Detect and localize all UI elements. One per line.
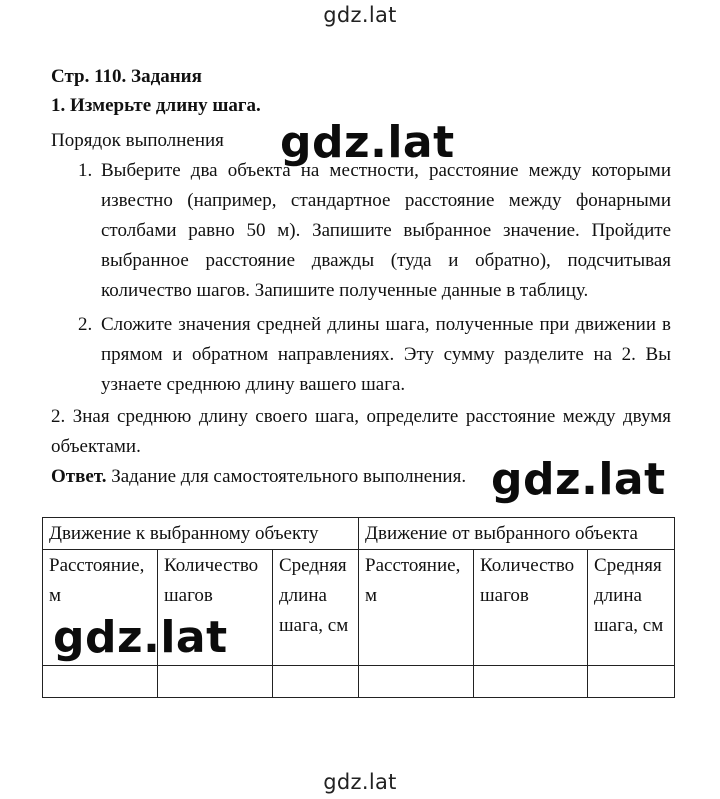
list-item [51,310,671,400]
page-heading: Стр. 110. Задания [51,66,202,87]
watermark-overlay: gdz.lat [491,454,666,505]
table-row [43,518,675,550]
watermark-top: gdz.lat [323,3,397,27]
table-cell[interactable] [588,666,675,698]
step-text: Сложите значения средней длины шага, полученные при движении в прямом и обратном направлениях. Эту сумму разделите на 2. Вы узнаете среднюю длину вашего шага. [101,314,671,395]
table-cell[interactable] [474,666,588,698]
table-cell[interactable] [158,666,273,698]
column-header: Расстояние, м [43,550,158,666]
column-header: Количество шагов [474,550,588,666]
column-header: Средняя длина шага, см [588,550,675,666]
step-number: 2. [78,314,93,335]
column-header: Количество шагов [158,550,273,666]
step-text: Выберите два объекта на местности, расстояние между которыми известно (например, стандартное расстояние между фонарными столбами равно 50 м). Запишите выбранное значение. Пройдите выбранное расстояние дважды (туда и обратно), подсчитывая количество шагов. Запишите полученные данные в таблицу. [101,160,671,301]
answer-label: Ответ. [51,466,107,487]
list-item [51,156,671,306]
watermark-overlay: gdz.lat [280,117,455,168]
column-header: Средняя длина шага, см [273,550,359,666]
steps-list [51,156,671,400]
group-header-from: Движение от выбранного объекта [359,518,675,550]
column-header: Расстояние, м [359,550,474,666]
measurement-table [42,517,675,698]
table-cell[interactable] [43,666,158,698]
task-1-title: 1. Измерьте длину шага. [51,95,261,116]
table-cell[interactable] [359,666,474,698]
step-number: 1. [78,160,93,181]
group-header-toward: Движение к выбранному объекту [43,518,359,550]
answer-text: Задание для самостоятельного выполнения. [106,466,467,487]
task-2-text: 2. Зная среднюю длину своего шага, определите расстояние между двумя объектами. [51,406,671,457]
order-label: Порядок выполнения [51,130,224,151]
watermark-overlay: gdz.lat [53,612,228,663]
table-cell[interactable] [273,666,359,698]
watermark-bottom: gdz.lat [323,770,397,794]
table-row [43,666,675,698]
